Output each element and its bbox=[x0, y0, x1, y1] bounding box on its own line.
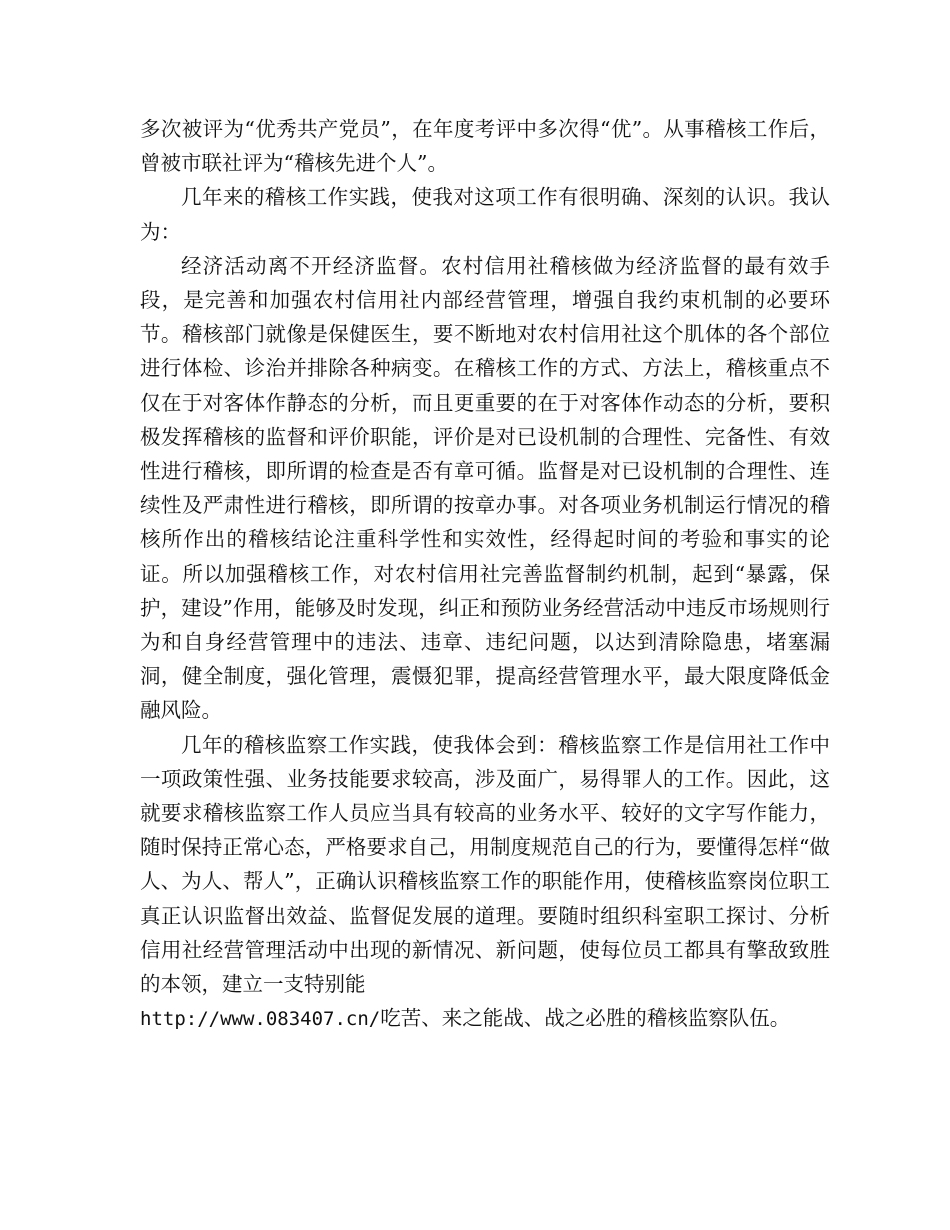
paragraph-2 bbox=[140, 180, 830, 248]
paragraph-3-text: 经济活动离不开经济监督。农村信用社稽核做为经济监督的最有效手段，是完善和加强农村信用社内部经营管理，增强自我约束机制的必要环节。稽核部门就像是保健医生，要不断地对农村信用社这个肌体的各个部位进行体检、诊治并排除各种病变。在稽核工作的方式、方法上，稽核重点不仅在于对客体作静态的分析，而且更重要的在于对客体作动态的分析，要积极发挥稽核的监督和评价职能，评价是对已设机制的合理性、完备性、有效性进行稽核，即所谓的检查是否有章可循。监督是对已设机制的合理性、连续性及严肃性进行稽核，即所谓的按章办事。对各项业务机制运行情况的稽核所作出的稽核结论注重科学性和实效性，经得起时间的考验和事实的论证。所以加强稽核工作，对农村信用社完善监督制约机制，起到“暴露，保护，建设”作用，能够及时发现，纠正和预防业务经营活动中违反市场规则行为和自身经营管理中的违法、违章、违纪问题，以达到清除隐患，堵塞漏洞，健全制度，强化管理，震慑犯罪，提高经营管理水平，最大限度降低金融风险。 bbox=[140, 253, 830, 723]
paragraph-2-text: 几年来的稽核工作实践，使我对这项工作有很明确、深刻的认识。我认为： bbox=[140, 185, 830, 244]
paragraph-1-text: 多次被评为“优秀共产党员”，在年度考评中多次得“优”。从事稽核工作后，曾被市联社评为“稽核先进个人”。 bbox=[140, 117, 830, 176]
paragraph-1 bbox=[140, 112, 830, 180]
paragraph-4-text: 几年的稽核监察工作实践，使我体会到：稽核监察工作是信用社工作中一项政策性强、业务技能要求较高，涉及面广，易得罪人的工作。因此，这就要求稽核监察工作人员应当具有较高的业务水平、较好的文字写作能力，随时保持正常心态，严格要求自己，用制度规范自己的行为，要懂得怎样“做人、为人、帮人”，正确认识稽核监察工作的职能作用，使稽核监察岗位职工真正认识监督出效益、监督促发展的道理。要随时组织科室职工探讨、分析信用社经营管理活动中出现的新情况、新问题，使每位员工都具有擎敌致胜的本领，建立一支特别能 bbox=[140, 732, 830, 997]
paragraph-5-text: 吃苦、来之能战、战之必胜的稽核监察队伍。 bbox=[380, 1006, 791, 1031]
paragraph-4 bbox=[140, 728, 830, 1002]
document-body bbox=[140, 112, 830, 1036]
paragraph-3 bbox=[140, 249, 830, 728]
inline-url: http://www.083407.cn/ bbox=[140, 1008, 381, 1031]
paragraph-5 bbox=[140, 1001, 830, 1036]
